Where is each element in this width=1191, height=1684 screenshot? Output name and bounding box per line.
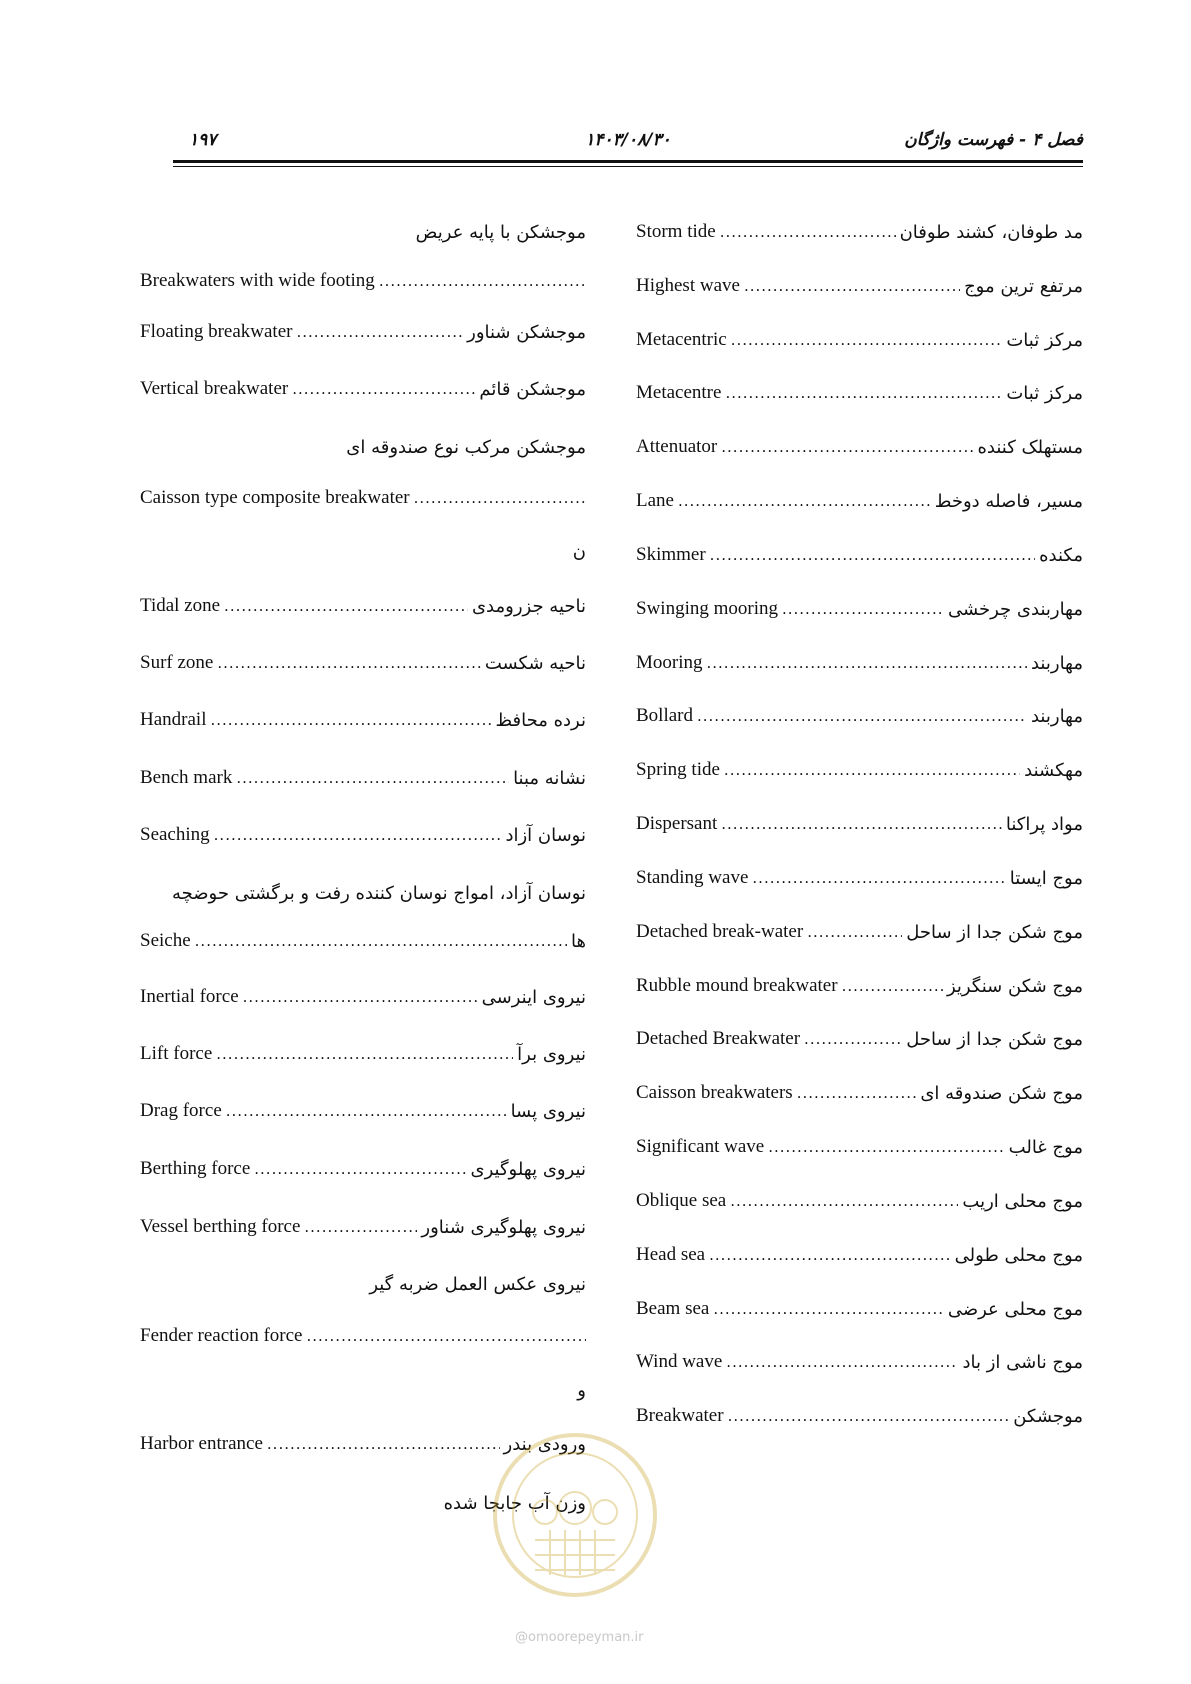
entry-persian: نیروی پسا: [510, 1100, 586, 1122]
entry-english: Seiche: [140, 930, 191, 951]
entry-english: Dispersant: [636, 813, 718, 834]
leader-dots: [797, 1077, 917, 1109]
glossary-heading: [140, 877, 586, 909]
glossary-entry: [140, 1038, 586, 1070]
leader-dots: [782, 593, 944, 625]
entry-persian: موج شکن جدا از ساحل: [906, 1028, 1083, 1050]
leader-dots: [713, 1293, 943, 1325]
entry-english: Lane: [636, 490, 674, 511]
entry-persian: نیروی پهلوگیری: [470, 1158, 586, 1180]
entry-persian: موج غالب: [1008, 1136, 1083, 1158]
leader-dots: [296, 316, 463, 348]
entry-persian: موجشکن مرکب نوع صندوقه ای: [346, 436, 586, 458]
seal-stamp-icon: [490, 1430, 660, 1600]
leader-dots: [725, 377, 1002, 409]
leader-dots: [214, 819, 502, 851]
entry-english: Berthing force: [140, 1158, 251, 1179]
entry-persian: مهکشند: [1024, 759, 1083, 781]
leader-dots: [304, 1211, 417, 1243]
glossary-entry: [140, 1320, 586, 1352]
entry-english: Attenuator: [636, 436, 718, 457]
entry-persian: موجشکن: [1013, 1405, 1083, 1427]
leader-dots: [804, 1023, 902, 1055]
chapter-title: فصل ۴ - فهرست واژگان: [904, 130, 1083, 150]
entry-persian: ن: [572, 540, 586, 562]
entry-persian: مهاربند: [1030, 705, 1083, 727]
glossary-entry: [140, 1095, 586, 1127]
leader-dots: [414, 482, 586, 514]
entry-persian: نوسان آزاد: [505, 824, 586, 846]
leader-dots: [216, 1038, 513, 1070]
entry-english: Storm tide: [636, 221, 716, 242]
entry-english: Floating breakwater: [140, 321, 293, 342]
header-rule-thick: [173, 160, 1083, 163]
leader-dots: [379, 265, 586, 297]
entry-english: Fender reaction force: [140, 1325, 303, 1346]
glossary-entry: [140, 316, 586, 348]
entry-persian: ناحیه شکست: [484, 652, 586, 674]
entry-persian: موجشکن شناور: [467, 321, 586, 343]
entry-persian: نیروی اینرسی: [481, 986, 586, 1008]
glossary-entry: [636, 539, 1083, 571]
glossary-entry: [140, 819, 586, 851]
leader-dots: [768, 1131, 1004, 1163]
page-header: [173, 130, 1083, 154]
entry-persian: مواد پراکنا: [1005, 813, 1083, 835]
entry-persian: نیروی برآ: [517, 1043, 586, 1065]
entry-english: Caisson breakwaters: [636, 1082, 793, 1103]
entry-english: Inertial force: [140, 986, 239, 1007]
entry-persian: موجشکن قائم: [479, 378, 586, 400]
header-rule-thin: [173, 166, 1083, 167]
entry-persian: نیروی عکس العمل ضربه گیر: [369, 1273, 586, 1295]
leader-dots: [728, 1400, 1010, 1432]
glossary-entry: [140, 482, 586, 514]
glossary-entry: [636, 1239, 1083, 1271]
entry-persian: موج ایستا: [1009, 867, 1083, 889]
glossary-entry: [636, 1400, 1083, 1432]
entry-english: Significant wave: [636, 1136, 765, 1157]
glossary-entry: [636, 1185, 1083, 1217]
leader-dots: [726, 1346, 958, 1378]
entry-persian: موج محلی عرضی: [947, 1298, 1083, 1320]
glossary-entry: [636, 1023, 1083, 1055]
entry-english: Head sea: [636, 1244, 706, 1265]
leader-dots: [306, 1320, 586, 1352]
leader-dots: [195, 925, 567, 957]
entry-english: Rubble mound breakwater: [636, 975, 838, 996]
entry-english: Mooring: [636, 652, 703, 673]
glossary-entry: [636, 324, 1083, 356]
entry-english: Drag force: [140, 1100, 222, 1121]
entry-english: Wind wave: [636, 1351, 723, 1372]
glossary-entry: [636, 1346, 1083, 1378]
entry-persian: موجشکن با پایه عریض: [415, 221, 586, 243]
entry-persian: ها: [571, 930, 586, 952]
glossary-entry: [140, 590, 586, 622]
entry-persian: موج ناشی از باد: [962, 1351, 1083, 1373]
leader-dots: [720, 216, 896, 248]
entry-persian: مرکز ثبات: [1006, 382, 1083, 404]
leader-dots: [752, 862, 1005, 894]
glossary-entry: [636, 270, 1083, 302]
leader-dots: [724, 754, 1020, 786]
entry-persian: مستهلک کننده: [977, 436, 1083, 458]
glossary-entry: [636, 700, 1083, 732]
glossary-entry: [636, 862, 1083, 894]
glossary-entry: [636, 485, 1083, 517]
entry-persian: موج شکن سنگریز: [946, 975, 1083, 997]
entry-english: Handrail: [140, 709, 207, 730]
leader-dots: [210, 704, 491, 736]
entry-persian: و: [577, 1379, 586, 1401]
glossary-entry: [140, 1211, 586, 1243]
glossary-entry: [636, 1131, 1083, 1163]
entry-english: Breakwaters with wide footing: [140, 270, 375, 291]
glossary-entry: [140, 762, 586, 794]
glossary-entry: [140, 925, 586, 957]
leader-dots: [254, 1153, 466, 1185]
entry-persian: مرتفع ترین موج: [964, 275, 1083, 297]
glossary-entry: [636, 431, 1083, 463]
glossary-entry: [636, 377, 1083, 409]
entry-persian: موج محلی اریب: [962, 1190, 1083, 1212]
section-letter: [140, 535, 586, 567]
page-number: ۱۹۷: [189, 130, 217, 150]
entry-persian: نرده محافظ: [495, 709, 586, 731]
entry-persian: ناحیه جزرومدی: [471, 595, 586, 617]
leader-dots: [721, 431, 973, 463]
leader-dots: [292, 373, 475, 405]
glossary-entry: [636, 754, 1083, 786]
leader-dots: [710, 539, 1035, 571]
leader-dots: [267, 1428, 500, 1460]
entry-english: Highest wave: [636, 275, 740, 296]
entry-persian: نوسان آزاد، امواج نوسان کننده رفت و برگشتی حوضچه: [172, 882, 586, 904]
leader-dots: [217, 647, 480, 679]
leader-dots: [678, 485, 931, 517]
entry-english: Caisson type composite breakwater: [140, 487, 410, 508]
entry-english: Breakwater: [636, 1405, 724, 1426]
entry-persian: وزن آب جابجا شده: [443, 1492, 586, 1514]
glossary-entry: [140, 373, 586, 405]
glossary-entry: [140, 647, 586, 679]
entry-english: Spring tide: [636, 759, 720, 780]
entry-english: Metacentre: [636, 382, 722, 403]
section-letter: [140, 1374, 586, 1406]
leader-dots: [224, 590, 468, 622]
entry-english: Detached break-water: [636, 921, 804, 942]
leader-dots: [730, 1185, 958, 1217]
entry-english: Surf zone: [140, 652, 214, 673]
glossary-entry: [140, 981, 586, 1013]
glossary-entry: [636, 970, 1083, 1002]
entry-persian: موج شکن صندوقه ای: [920, 1082, 1083, 1104]
leader-dots: [721, 808, 1002, 840]
glossary-entry: [140, 704, 586, 736]
leader-dots: [243, 981, 478, 1013]
entry-persian: مسیر، فاصله دوخط: [934, 490, 1083, 512]
glossary-heading: [140, 216, 586, 248]
glossary-entry: [636, 808, 1083, 840]
glossary-entry: [140, 265, 586, 297]
entry-english: Oblique sea: [636, 1190, 727, 1211]
entry-persian: نیروی پهلوگیری شناور: [421, 1216, 586, 1238]
entry-english: Bench mark: [140, 767, 233, 788]
entry-english: Vessel berthing force: [140, 1216, 301, 1237]
header-date: ۱۴۰۳/۰۸/۳۰: [585, 130, 671, 150]
leader-dots: [744, 270, 960, 302]
entry-persian: موج محلی طولی: [954, 1244, 1083, 1266]
leader-dots: [707, 647, 1027, 679]
entry-english: Metacentric: [636, 329, 727, 350]
entry-english: Standing wave: [636, 867, 749, 888]
glossary-entry: [636, 1077, 1083, 1109]
entry-persian: مد طوفان، کشند طوفان: [899, 221, 1083, 243]
entry-english: Detached Breakwater: [636, 1028, 801, 1049]
entry-english: Harbor entrance: [140, 1433, 263, 1454]
glossary-entry: [636, 916, 1083, 948]
entry-persian: مهاربندی چرخشی: [947, 598, 1083, 620]
entry-english: Seaching: [140, 824, 210, 845]
glossary-entry: [636, 647, 1083, 679]
entry-persian: مهاربند: [1030, 652, 1083, 674]
glossary-entry: [636, 593, 1083, 625]
leader-dots: [842, 970, 943, 1002]
entry-english: Beam sea: [636, 1298, 710, 1319]
entry-english: Lift force: [140, 1043, 213, 1064]
entry-persian: مکنده: [1039, 544, 1083, 566]
glossary-heading: [140, 431, 586, 463]
leader-dots: [236, 762, 509, 794]
leader-dots: [731, 324, 1003, 356]
leader-dots: [807, 916, 902, 948]
entry-persian: مرکز ثبات: [1006, 329, 1083, 351]
entry-english: Tidal zone: [140, 595, 221, 616]
leader-dots: [697, 700, 1027, 732]
entry-english: Skimmer: [636, 544, 706, 565]
leader-dots: [226, 1095, 507, 1127]
entry-english: Vertical breakwater: [140, 378, 289, 399]
glossary-entry: [636, 216, 1083, 248]
glossary-entry: [140, 1153, 586, 1185]
glossary-entry: [636, 1293, 1083, 1325]
leader-dots: [709, 1239, 951, 1271]
entry-persian: نشانه مبنا: [513, 767, 586, 789]
entry-persian: ورودی بندر: [503, 1433, 586, 1455]
glossary-heading: [140, 1268, 586, 1300]
watermark-text: @omoorepeyman.ir: [515, 1630, 644, 1645]
entry-english: Swinging mooring: [636, 598, 778, 619]
entry-english: Bollard: [636, 705, 693, 726]
entry-persian: موج شکن جدا از ساحل: [906, 921, 1083, 943]
